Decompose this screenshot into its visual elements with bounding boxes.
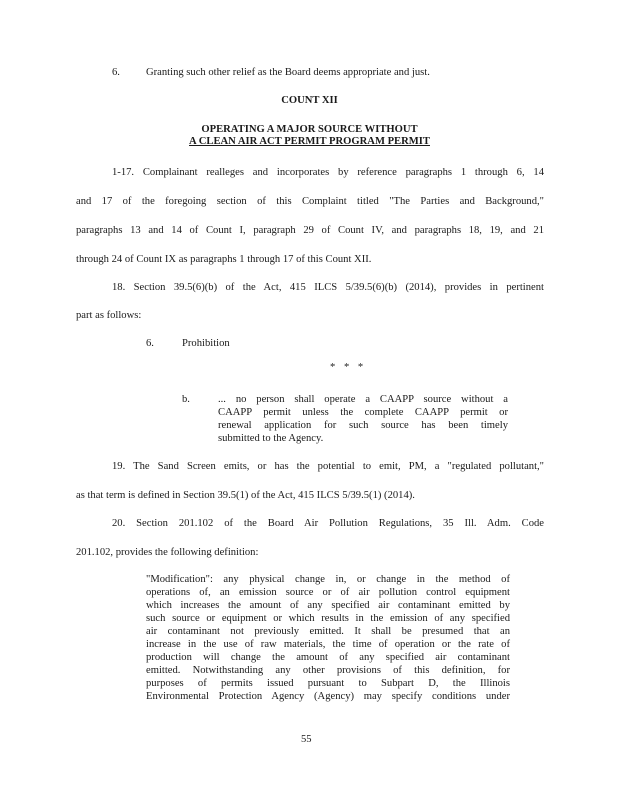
ellipsis-stars: * * *	[330, 362, 367, 373]
para-1-17-line-3: paragraphs 13 and 14 of Count I, paragraph 29 of Count IV, and paragraphs 18, 19, and 21	[76, 225, 544, 236]
para-1-17-line-2: and 17 of the foregoing section of this Complaint titled "The Parties and Background,"	[76, 196, 544, 207]
para-20-line-1: 20. Section 201.102 of the Board Air Pollution Regulations, 35 Ill. Adm. Code	[112, 518, 544, 529]
quote-b-line-1: ... no person shall operate a CAAPP source without a	[218, 394, 508, 405]
para-1-17-line-4: through 24 of Count IX as paragraphs 1 through 17 of this Count XII.	[76, 254, 372, 265]
count-title-line-2: A CLEAN AIR ACT PERMIT PROGRAM PERMIT	[189, 136, 430, 147]
definition-line-6: increase in the use of raw materials, the time of operation or the rate of	[146, 639, 510, 650]
para-19-line-1: 19. The Sand Screen emits, or has the potential to emit, PM, a "regulated pollutant,"	[112, 461, 544, 472]
definition-line-4: such source or equipment or which results in the emission of any specified	[146, 613, 510, 624]
definition-line-1: "Modification": any physical change in, or change in the method of	[146, 574, 510, 585]
item-6-text: Granting such other relief as the Board deems appropriate and just.	[146, 67, 430, 78]
quote-b-line-4: submitted to the Agency.	[218, 433, 324, 444]
quote-6-title: Prohibition	[182, 338, 230, 349]
quote-b-letter: b.	[182, 394, 190, 405]
definition-line-9: purposes of permits issued pursuant to Subpart D, the Illinois	[146, 678, 510, 689]
count-title-line-1: OPERATING A MAJOR SOURCE WITHOUT	[201, 124, 418, 135]
quote-b-line-3: renewal application for such source has been timely	[218, 420, 508, 431]
definition-line-5: air contaminant not previously emitted. It shall be presumed that an	[146, 626, 510, 637]
definition-line-2: operations of, an emission source or of air pollution control equipment	[146, 587, 510, 598]
count-heading: COUNT XII	[281, 95, 338, 106]
para-18-line-2: part as follows:	[76, 310, 142, 321]
definition-line-7: production will change the amount of any specified air contaminant	[146, 652, 510, 663]
definition-line-8: emitted. Notwithstanding any other provisions of this definition, for	[146, 665, 510, 676]
para-1-17-line-1: 1-17. Complainant realleges and incorporates by reference paragraphs 1 through 6, 14	[112, 167, 544, 178]
page-number: 55	[301, 734, 312, 745]
quote-6-number: 6.	[146, 338, 154, 349]
definition-line-10: Environmental Protection Agency (Agency) may specify conditions under	[146, 691, 510, 702]
definition-line-3: which increases the amount of any specified air contaminant emitted by	[146, 600, 510, 611]
item-6-number: 6.	[112, 67, 120, 78]
quote-b-line-2: CAAPP permit unless the complete CAAPP permit or	[218, 407, 508, 418]
para-18-line-1: 18. Section 39.5(6)(b) of the Act, 415 ILCS 5/39.5(6)(b) (2014), provides in pertinent	[112, 282, 544, 293]
para-20-line-2: 201.102, provides the following definition:	[76, 547, 259, 558]
para-19-line-2: as that term is defined in Section 39.5(1) of the Act, 415 ILCS 5/39.5(1) (2014).	[76, 490, 415, 501]
